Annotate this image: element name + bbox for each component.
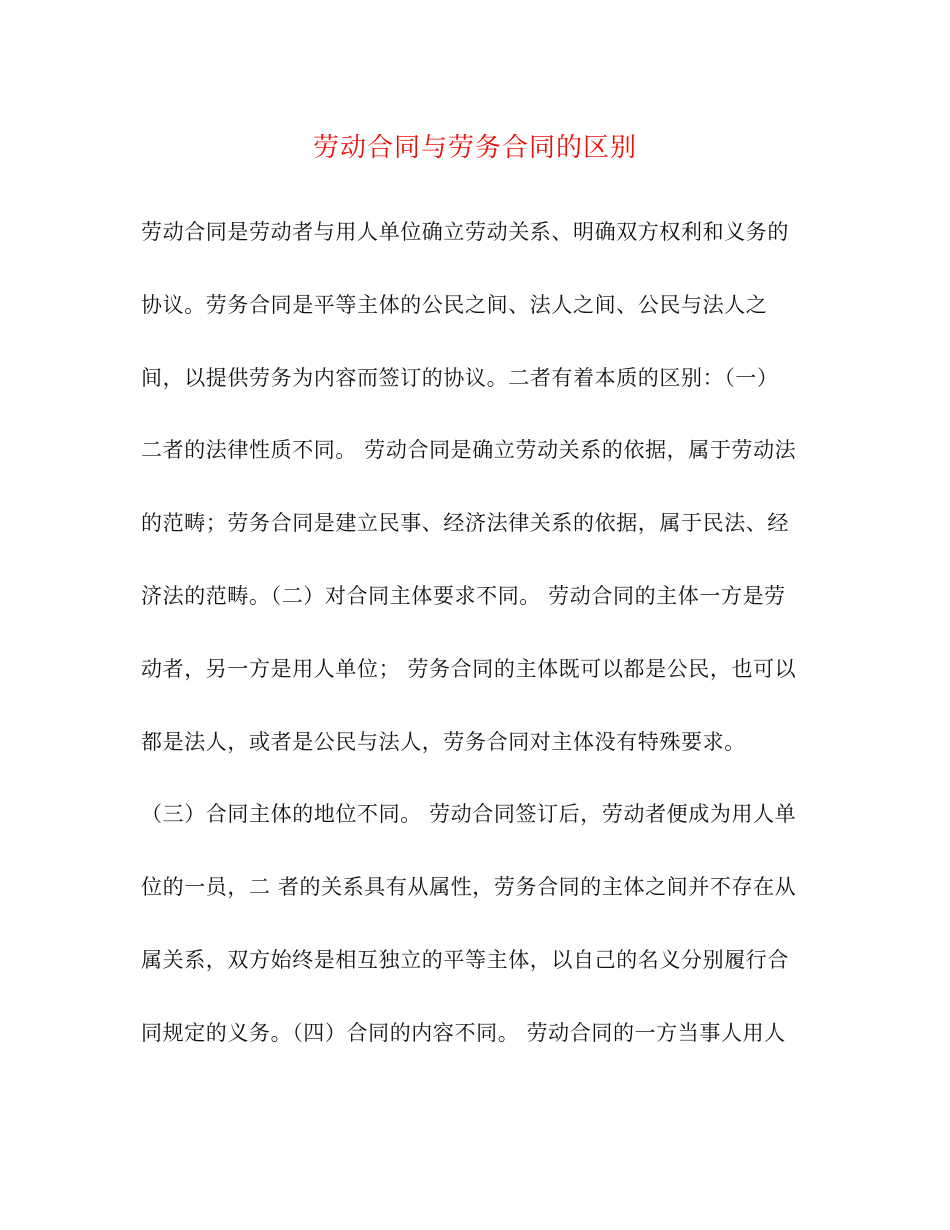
body-line: 济法的范畴。（二）对合同主体要求不同。 劳动合同的主体一方是劳 — [141, 583, 786, 608]
body-line: 协议。劳务合同是平等主体的公民之间、法人之间、公民与法人之 — [141, 292, 768, 317]
body-line: 属关系，双方始终是相互独立的平等主体，以自己的名义分别履行合 — [141, 947, 789, 972]
document-body — [141, 212, 821, 1086]
document-title: 劳动合同与劳务合同的区别 — [312, 133, 637, 163]
body-line: 劳动合同是劳动者与用人单位确立劳动关系、明确双方权利和义务的 — [141, 220, 789, 244]
body-line: 二者的法律性质不同。 劳动合同是确立劳动关系的依据，属于劳动法 — [141, 438, 797, 463]
body-line: 间，以提供劳务为内容而签订的协议。二者有着本质的区别：（一） — [141, 365, 779, 390]
body-line: 的范畴；劳务合同是建立民事、经济法律关系的依据，属于民法、经 — [141, 511, 789, 536]
body-line: 位的一员，二 者的关系具有从属性，劳务合同的主体之间并不存在从 — [141, 875, 797, 900]
body-line: 都是法人，或者是公民与法人，劳务合同对主体没有特殊要求。 — [141, 729, 746, 754]
body-line: （三）合同主体的地位不同。 劳动合同签订后，劳动者便成为用人单 — [141, 802, 797, 827]
body-line: 动者，另一方是用人单位； 劳务合同的主体既可以都是公民，也可以 — [141, 656, 797, 681]
body-line: 同规定的义务。（四）合同的内容不同。 劳动合同的一方当事人用人 — [141, 1020, 786, 1045]
